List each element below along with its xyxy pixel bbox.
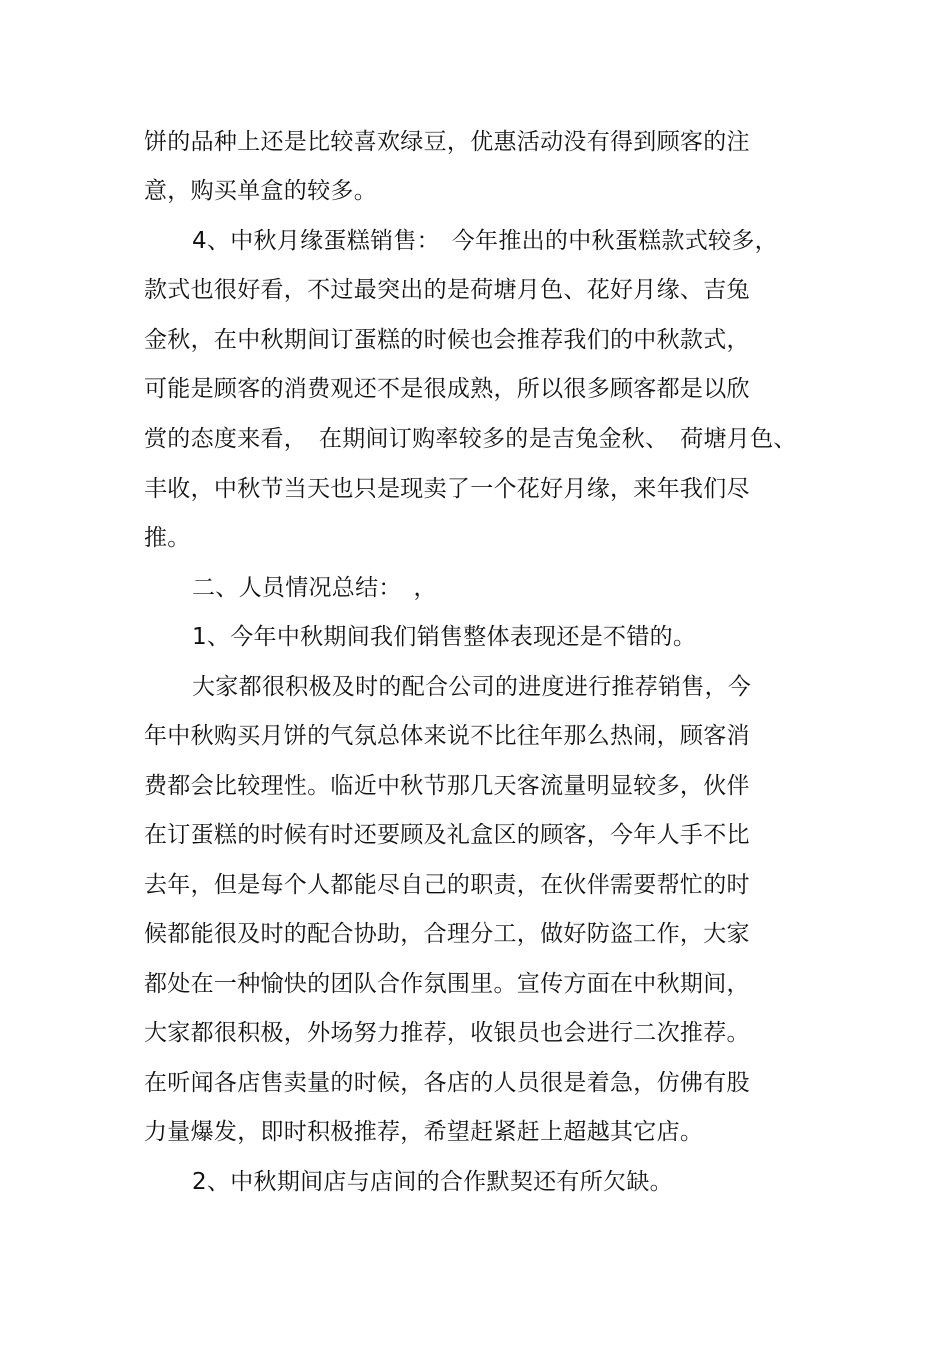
text-line: 在听闻各店售卖量的时候，各店的人员很是着急，仿佛有股 [144,1070,750,1096]
text-line: 2、中秋期间店与店间的合作默契还有所欠缺。 [192,1169,673,1195]
text-line: 意，购买单盒的较多。 [144,178,377,204]
text-line: 金秋，在中秋期间订蛋糕的时候也会推荐我们的中秋款式， [144,327,750,353]
text-line: 候都能很及时的配合协助，合理分工，做好防盗工作，大家 [144,921,750,947]
text-line: 推。 [144,525,191,551]
text-line: 丰收，中秋节当天也只是现卖了一个花好月缘，来年我们尽 [144,476,750,502]
text-line: 1、今年中秋期间我们销售整体表现还是不错的。 [192,624,697,650]
text-line: 4、中秋月缘蛋糕销售： 今年推出的中秋蛋糕款式较多， [192,228,778,254]
text-line: 大家都很积极，外场努力推荐，收银员也会进行二次推荐。 [144,1020,750,1046]
text-line: 去年，但是每个人都能尽自己的职责，在伙伴需要帮忙的时 [144,872,750,898]
text-line: 都处在一种愉快的团队合作氛围里。宣传方面在中秋期间， [144,971,750,997]
text-line: 费都会比较理性。临近中秋节那几天客流量明显较多，伙伴 [144,773,750,799]
text-line: 年中秋购买月饼的气氛总体来说不比往年那么热闹，顾客消 [144,723,750,749]
section-heading: 二、人员情况总结： ， [192,575,437,601]
text-line: 力量爆发，即时积极推荐，希望赶紧赶上超越其它店。 [144,1119,704,1145]
text-line: 大家都很积极及时的配合公司的进度进行推荐销售，今 [192,674,752,700]
text-line: 在订蛋糕的时候有时还要顾及礼盒区的顾客，今年人手不比 [144,822,750,848]
text-line: 款式也很好看，不过最突出的是荷塘月色、花好月缘、吉兔 [144,277,750,303]
text-line: 饼的品种上还是比较喜欢绿豆，优惠活动没有得到顾客的注 [144,129,750,155]
text-line: 可能是顾客的消费观还不是很成熟，所以很多顾客都是以欣 [144,376,750,402]
text-line: 赏的态度来看， 在期间订购率较多的是吉兔金秋、 荷塘月色、 [144,426,797,452]
